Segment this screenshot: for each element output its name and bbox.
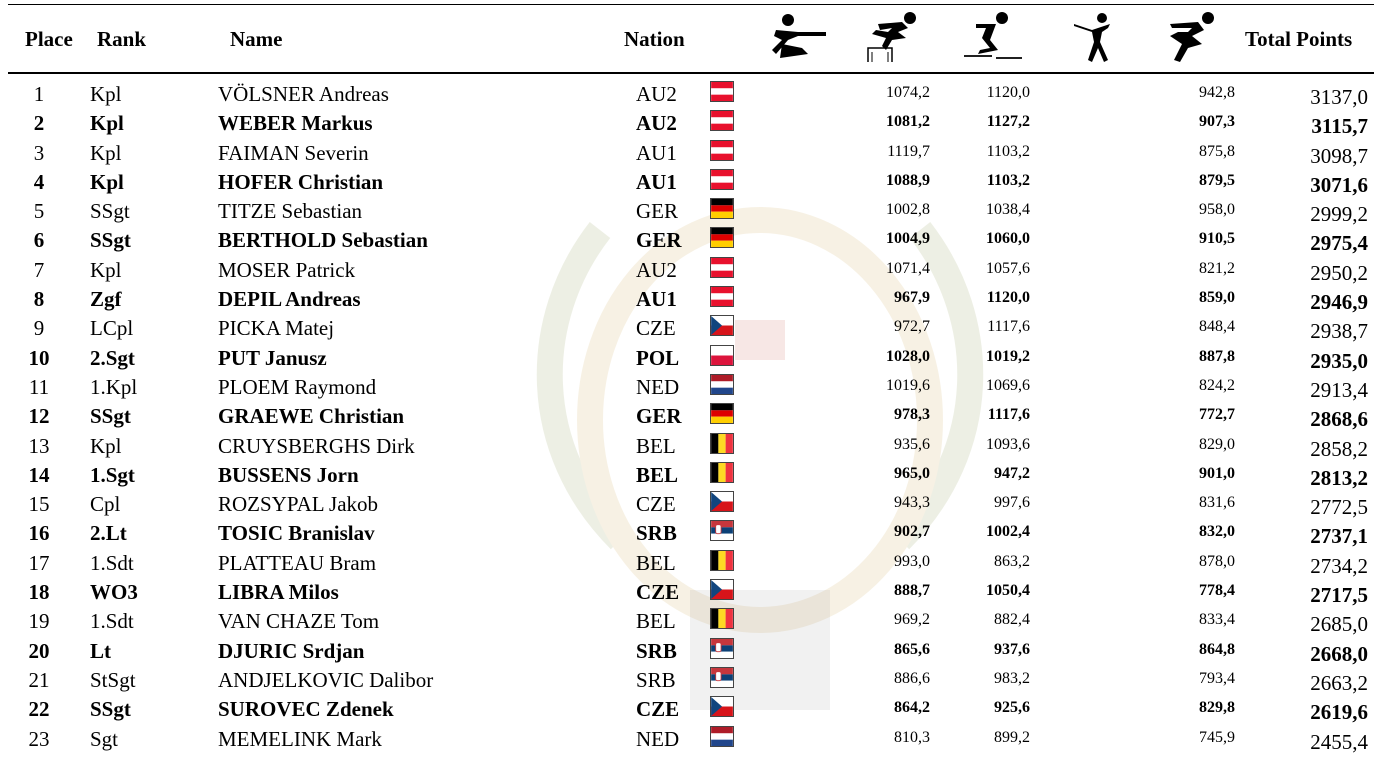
top-divider	[8, 4, 1374, 5]
place-cell: 14	[28, 462, 50, 487]
table-row	[0, 343, 1383, 372]
hurdles-score-cell: 1074,2	[886, 84, 930, 101]
table-row	[0, 577, 1383, 606]
rank-cell: Lt	[90, 638, 111, 663]
austria-flag-icon	[710, 140, 734, 161]
nation-cell: BEL	[636, 433, 676, 458]
name-cell: DJURIC Srdjan	[218, 638, 365, 663]
throwing-score-cell: 1002,4	[986, 523, 1030, 541]
table-row	[0, 606, 1383, 635]
running-score-cell: 848,4	[1199, 318, 1235, 336]
czech-flag-icon	[710, 696, 734, 717]
rank-cell: Cpl	[90, 492, 121, 517]
place-cell: 6	[33, 228, 45, 253]
running-score-cell: 833,4	[1199, 611, 1235, 629]
poland-flag-icon	[710, 345, 734, 366]
place-cell: 19	[28, 609, 50, 634]
throwing-score-cell: 863,2	[994, 552, 1030, 570]
running-score-cell: 901,0	[1199, 464, 1235, 482]
hurdles-score-cell: 967,9	[894, 289, 930, 307]
throwing-score-cell: 1069,6	[986, 376, 1030, 394]
austria-flag-icon	[710, 286, 734, 307]
rank-cell: SSgt	[90, 199, 130, 224]
total-points-cell: 2663,2	[1310, 670, 1368, 695]
nation-cell: SRB	[636, 638, 677, 663]
throwing-score-cell: 1050,4	[986, 582, 1030, 600]
hurdles-score-cell: 888,7	[894, 582, 930, 600]
throwing-score-cell: 1120,0	[986, 289, 1030, 307]
header-nation: Nation	[624, 27, 685, 51]
running-score-cell: 958,0	[1199, 201, 1235, 219]
throwing-score-cell: 899,2	[994, 728, 1030, 746]
total-points-cell: 2685,0	[1310, 612, 1368, 637]
table-row	[0, 255, 1383, 284]
hurdles-score-cell: 1119,7	[887, 142, 930, 160]
total-points-cell: 2772,5	[1310, 495, 1368, 520]
rank-cell: Kpl	[90, 140, 122, 165]
place-cell: 3	[33, 140, 45, 165]
place-cell: 22	[28, 697, 50, 722]
name-cell: CRUYSBERGHS Dirk	[218, 433, 415, 458]
throwing-score-cell: 1103,2	[986, 171, 1030, 189]
total-points-cell: 2913,4	[1310, 377, 1368, 402]
running-score-cell: 793,4	[1199, 669, 1235, 687]
rank-cell: Sgt	[90, 726, 119, 751]
total-points-cell: 2858,2	[1310, 436, 1368, 461]
name-cell: PUT Janusz	[218, 345, 327, 370]
total-points-cell: 2455,4	[1310, 729, 1368, 754]
place-cell: 5	[33, 199, 45, 224]
place-cell: 23	[28, 726, 50, 751]
place-cell: 21	[28, 667, 50, 692]
hurdles-score-cell: 864,2	[894, 699, 930, 717]
total-points-cell: 2950,2	[1310, 260, 1368, 285]
table-row	[0, 372, 1383, 401]
rank-cell: 1.Kpl	[90, 374, 138, 399]
nation-cell: AU2	[636, 257, 677, 282]
header-name: Name	[230, 27, 283, 51]
table-row	[0, 225, 1383, 254]
hurdles-score-cell: 993,0	[894, 552, 930, 570]
running-score-cell: 829,0	[1199, 435, 1235, 453]
hurdles-score-cell: 810,3	[894, 728, 930, 746]
hurdles-score-cell: 943,3	[894, 494, 930, 512]
rank-cell: 2.Lt	[90, 521, 127, 546]
hurdles-score-cell: 965,0	[894, 464, 930, 482]
table-row	[0, 724, 1383, 753]
table-row	[0, 401, 1383, 430]
rank-cell: Zgf	[90, 287, 122, 312]
rank-cell: SSgt	[90, 404, 131, 429]
place-cell: 2	[33, 111, 45, 136]
serbia-flag-icon	[710, 667, 734, 688]
total-points-cell: 2813,2	[1310, 465, 1368, 490]
austria-flag-icon	[710, 169, 734, 190]
rank-cell: 1.Sgt	[90, 462, 135, 487]
total-points-cell: 3115,7	[1311, 114, 1368, 139]
total-points-cell: 2734,2	[1310, 553, 1368, 578]
throwing-score-cell: 947,2	[994, 464, 1030, 482]
nation-cell: SRB	[636, 667, 676, 692]
throwing-score-cell: 1019,2	[986, 347, 1030, 365]
austria-flag-icon	[710, 257, 734, 278]
hurdles-score-cell: 1002,8	[886, 201, 930, 219]
table-row	[0, 518, 1383, 547]
nation-cell: AU2	[636, 111, 677, 136]
rank-cell: 1.Sdt	[90, 550, 134, 575]
throwing-score-cell: 1117,6	[987, 318, 1030, 336]
rank-cell: Kpl	[90, 257, 122, 282]
nation-cell: GER	[636, 404, 682, 429]
total-points-cell: 2938,7	[1310, 319, 1368, 344]
running-score-cell: 832,0	[1199, 523, 1235, 541]
table-row	[0, 460, 1383, 489]
total-points-cell: 3137,0	[1310, 85, 1368, 109]
name-cell: ROZSYPAL Jakob	[218, 492, 379, 517]
place-cell: 8	[33, 287, 45, 312]
name-cell: VAN CHAZE Tom	[218, 609, 380, 634]
place-cell: 17	[28, 550, 50, 575]
nation-cell: AU1	[636, 169, 677, 194]
hurdles-icon	[862, 10, 926, 66]
nation-cell: GER	[636, 199, 678, 224]
hurdles-score-cell: 978,3	[894, 406, 930, 424]
throwing-score-cell: 1120,0	[986, 84, 1030, 101]
throwing-score-cell: 1117,6	[987, 406, 1030, 424]
name-cell: TOSIC Branislav	[218, 521, 375, 546]
running-score-cell: 745,9	[1199, 728, 1235, 746]
nation-cell: AU1	[636, 287, 677, 312]
throwing-score-cell: 1093,6	[986, 435, 1030, 453]
throwing-score-cell: 882,4	[994, 611, 1030, 629]
hurdles-score-cell: 902,7	[894, 523, 930, 541]
name-cell: BERTHOLD Sebastian	[218, 228, 428, 253]
name-cell: WEBER Markus	[218, 111, 373, 136]
rank-cell: WO3	[90, 580, 138, 605]
hurdles-score-cell: 1071,4	[886, 259, 930, 277]
germany-flag-icon	[710, 403, 734, 424]
nation-cell: BEL	[636, 550, 676, 575]
rank-cell: Kpl	[90, 433, 122, 458]
name-cell: TITZE Sebastian	[218, 199, 363, 224]
hurdles-score-cell: 969,2	[894, 611, 930, 629]
rank-cell: Kpl	[90, 169, 124, 194]
nation-cell: AU1	[636, 140, 677, 165]
germany-flag-icon	[710, 198, 734, 219]
throwing-score-cell: 1127,2	[986, 113, 1030, 131]
total-points-cell: 2668,0	[1310, 641, 1368, 666]
place-cell: 16	[28, 521, 50, 546]
hurdles-score-cell: 972,7	[894, 318, 930, 336]
results-table	[0, 79, 1383, 753]
nation-cell: BEL	[636, 609, 676, 634]
total-points-cell: 2619,6	[1310, 700, 1368, 725]
place-cell: 11	[28, 374, 50, 399]
table-row	[0, 548, 1383, 577]
running-score-cell: 778,4	[1199, 582, 1235, 600]
table-row	[0, 665, 1383, 694]
table-row	[0, 196, 1383, 225]
rank-cell: 1.Sdt	[90, 609, 134, 634]
rank-cell: SSgt	[90, 697, 131, 722]
total-points-cell: 2868,6	[1310, 407, 1368, 432]
place-cell: 7	[33, 257, 45, 282]
table-row	[0, 79, 1383, 108]
belgium-flag-icon	[710, 550, 734, 571]
rank-cell: Kpl	[90, 111, 124, 136]
header-total-points: Total Points	[1245, 27, 1353, 51]
fencing-icon	[1068, 10, 1132, 66]
nation-cell: CZE	[636, 492, 676, 517]
table-row	[0, 284, 1383, 313]
rank-cell: SSgt	[90, 228, 131, 253]
throwing-score-cell: 997,6	[994, 494, 1030, 512]
throwing-score-cell: 1060,0	[986, 230, 1030, 248]
total-points-cell: 2946,9	[1310, 290, 1368, 315]
nation-cell: NED	[636, 374, 680, 399]
running-score-cell: 864,8	[1199, 640, 1235, 658]
belgium-flag-icon	[710, 462, 734, 483]
czech-flag-icon	[710, 491, 734, 512]
nation-cell: CZE	[636, 697, 680, 722]
running-icon	[1158, 10, 1222, 66]
place-cell: 18	[28, 580, 50, 605]
throwing-score-cell: 983,2	[994, 669, 1030, 687]
table-header	[0, 0, 1383, 76]
name-cell: ANDJELKOVIC Dalibor	[218, 667, 434, 692]
czech-flag-icon	[710, 315, 734, 336]
belgium-flag-icon	[710, 608, 734, 629]
name-cell: LIBRA Milos	[218, 580, 339, 605]
total-points-cell: 3071,6	[1310, 172, 1368, 197]
nation-cell: SRB	[636, 521, 677, 546]
header-rank: Rank	[97, 27, 147, 51]
nation-cell: BEL	[636, 462, 679, 487]
running-score-cell: 907,3	[1199, 113, 1235, 131]
hurdles-score-cell: 1081,2	[886, 113, 930, 131]
running-score-cell: 942,8	[1199, 84, 1235, 101]
rank-cell: 2.Sgt	[90, 345, 135, 370]
name-cell: MEMELINK Mark	[218, 726, 382, 751]
hurdles-score-cell: 865,6	[894, 640, 930, 658]
table-row	[0, 108, 1383, 137]
rank-cell: StSgt	[90, 667, 136, 692]
total-points-cell: 2935,0	[1310, 348, 1368, 373]
name-cell: PLATTEAU Bram	[218, 550, 377, 575]
running-score-cell: 910,5	[1199, 230, 1235, 248]
throwing-icon	[962, 10, 1026, 66]
name-cell: SUROVEC Zdenek	[218, 697, 394, 722]
belgium-flag-icon	[710, 433, 734, 454]
throwing-score-cell: 1038,4	[986, 201, 1030, 219]
throwing-score-cell: 1103,2	[986, 142, 1030, 160]
table-row	[0, 636, 1383, 665]
total-points-cell: 2737,1	[1310, 524, 1368, 549]
running-score-cell: 887,8	[1199, 347, 1235, 365]
netherlands-flag-icon	[710, 726, 734, 747]
name-cell: DEPIL Andreas	[218, 287, 361, 312]
austria-flag-icon	[710, 81, 734, 102]
place-cell: 20	[28, 638, 50, 663]
germany-flag-icon	[710, 227, 734, 248]
running-score-cell: 824,2	[1199, 376, 1235, 394]
total-points-cell: 2975,4	[1310, 231, 1368, 256]
table-row	[0, 313, 1383, 342]
table-row	[0, 489, 1383, 518]
total-points-cell: 3098,7	[1310, 143, 1368, 168]
header-place: Place	[25, 27, 73, 51]
place-cell: 4	[33, 169, 45, 194]
header-divider	[8, 72, 1374, 74]
place-cell: 12	[28, 404, 50, 429]
hurdles-score-cell: 886,6	[894, 669, 930, 687]
serbia-flag-icon	[710, 520, 734, 541]
place-cell: 10	[28, 345, 50, 370]
throwing-score-cell: 925,6	[994, 699, 1030, 717]
total-points-cell: 2717,5	[1310, 583, 1368, 608]
name-cell: MOSER Patrick	[218, 257, 356, 282]
nation-cell: CZE	[636, 580, 680, 605]
serbia-flag-icon	[710, 638, 734, 659]
shooting-icon	[768, 10, 832, 66]
nation-cell: GER	[636, 228, 682, 253]
total-points-cell: 2999,2	[1310, 202, 1368, 227]
running-score-cell: 829,8	[1199, 699, 1235, 717]
hurdles-score-cell: 1019,6	[886, 376, 930, 394]
name-cell: HOFER Christian	[218, 169, 384, 194]
hurdles-score-cell: 1004,9	[886, 230, 930, 248]
place-cell: 13	[28, 433, 50, 458]
place-cell: 9	[33, 316, 45, 341]
hurdles-score-cell: 1088,9	[886, 171, 930, 189]
running-score-cell: 821,2	[1199, 259, 1235, 277]
place-cell: 15	[28, 492, 50, 517]
throwing-score-cell: 1057,6	[986, 259, 1030, 277]
running-score-cell: 772,7	[1199, 406, 1235, 424]
running-score-cell: 831,6	[1199, 494, 1235, 512]
nation-cell: AU2	[636, 82, 677, 106]
table-row	[0, 694, 1383, 723]
running-score-cell: 878,0	[1199, 552, 1235, 570]
name-cell: FAIMAN Severin	[218, 140, 369, 165]
czech-flag-icon	[710, 579, 734, 600]
table-row	[0, 167, 1383, 196]
rank-cell: LCpl	[90, 316, 134, 341]
name-cell: PLOEM Raymond	[218, 374, 377, 399]
hurdles-score-cell: 1028,0	[886, 347, 930, 365]
netherlands-flag-icon	[710, 374, 734, 395]
hurdles-score-cell: 935,6	[894, 435, 930, 453]
throwing-score-cell: 937,6	[994, 640, 1030, 658]
nation-cell: CZE	[636, 316, 676, 341]
place-cell: 1	[33, 82, 45, 106]
running-score-cell: 879,5	[1199, 171, 1235, 189]
austria-flag-icon	[710, 110, 734, 131]
nation-cell: POL	[636, 345, 680, 370]
nation-cell: NED	[636, 726, 680, 751]
name-cell: PICKA Matej	[218, 316, 335, 341]
name-cell: GRAEWE Christian	[218, 404, 405, 429]
table-row	[0, 138, 1383, 167]
table-row	[0, 431, 1383, 460]
name-cell: BUSSENS Jorn	[218, 462, 359, 487]
running-score-cell: 859,0	[1199, 289, 1235, 307]
name-cell: VÖLSNER Andreas	[218, 82, 389, 106]
rank-cell: Kpl	[90, 82, 122, 106]
running-score-cell: 875,8	[1199, 142, 1235, 160]
